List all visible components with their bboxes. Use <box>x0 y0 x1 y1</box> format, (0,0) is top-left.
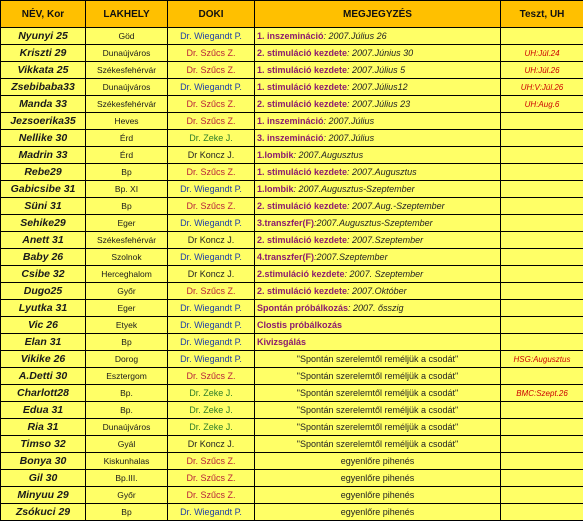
table-row <box>1 419 583 436</box>
event-detail: :2007.Augusztus-Szeptember <box>314 218 433 228</box>
event-detail: : 2007.Október <box>347 286 407 296</box>
cell-name[interactable]: Vikike 26 <box>1 351 86 368</box>
cell-notes[interactable] <box>255 334 501 351</box>
event-label: 3. inszemináció <box>257 133 324 143</box>
cell-place[interactable]: Érd <box>86 147 168 164</box>
event-label: 1.lombik <box>257 150 294 160</box>
note-text: "Spontán szerelemtől reméljük a csodát" <box>257 420 498 435</box>
cell-place[interactable]: Esztergom <box>86 368 168 385</box>
table-row <box>1 266 583 283</box>
event-label: 2. stimuláció kezdete <box>257 48 347 58</box>
event-label: 1. inszemináció <box>257 31 324 41</box>
event-label: 4.transzfer(F) <box>257 252 314 262</box>
cell-name[interactable]: Vic 26 <box>1 317 86 334</box>
event-detail: : 2007.Július <box>324 133 375 143</box>
note-text: "Spontán szerelemtől reméljük a csodát" <box>257 386 498 401</box>
table-row <box>1 113 583 130</box>
cell-test[interactable] <box>501 28 583 45</box>
cell-notes[interactable] <box>255 504 501 521</box>
table-row <box>1 79 583 96</box>
cell-test[interactable] <box>501 419 583 436</box>
cell-test[interactable]: BMC:Szept.26 <box>501 385 583 402</box>
cell-place[interactable]: Gyál <box>86 436 168 453</box>
cell-name[interactable]: Baby 26 <box>1 249 86 266</box>
cell-doctor[interactable]: Dr. Szűcs Z. <box>168 487 255 504</box>
cell-doctor[interactable]: Dr Koncz J. <box>168 232 255 249</box>
table-row <box>1 300 583 317</box>
cell-name[interactable]: Charlott28 <box>1 385 86 402</box>
table-row <box>1 317 583 334</box>
cell-name[interactable]: Elan 31 <box>1 334 86 351</box>
event-detail: : 2007. Szeptember <box>345 269 424 279</box>
cell-name[interactable]: Minyuu 29 <box>1 487 86 504</box>
cell-notes[interactable] <box>255 453 501 470</box>
cell-place[interactable]: Bp. <box>86 402 168 419</box>
cell-test[interactable]: UH:Aug.6 <box>501 96 583 113</box>
cell-place[interactable]: Székesfehérvár <box>86 232 168 249</box>
header-doc[interactable]: DOKI <box>168 1 255 28</box>
cell-notes[interactable] <box>255 436 501 453</box>
cell-doctor[interactable]: Dr. Wiegandt P. <box>168 317 255 334</box>
cell-test[interactable]: HSG:Augusztus <box>501 351 583 368</box>
cell-doctor[interactable]: Dr. Szűcs Z. <box>168 45 255 62</box>
event-label: 2. stimuláció kezdete <box>257 201 347 211</box>
cell-test[interactable] <box>501 215 583 232</box>
cell-place[interactable]: Eger <box>86 215 168 232</box>
cell-doctor[interactable]: Dr Koncz J. <box>168 436 255 453</box>
event-detail: : 2007.Július 5 <box>347 65 405 75</box>
cell-place[interactable]: Szolnok <box>86 249 168 266</box>
cell-notes[interactable] <box>255 368 501 385</box>
cell-place[interactable]: Bp <box>86 198 168 215</box>
cell-doctor[interactable]: Dr. Wiegandt P. <box>168 215 255 232</box>
cell-place[interactable]: Bp. XI <box>86 181 168 198</box>
cell-doctor[interactable]: Dr. Wiegandt P. <box>168 249 255 266</box>
event-label: 1.lombik <box>257 184 294 194</box>
note-text: "Spontán szerelemtől reméljük a csodát" <box>257 369 498 384</box>
event-label: 3.transzfer(F) <box>257 218 314 228</box>
cell-notes[interactable] <box>255 147 501 164</box>
note-text: egyenlőre pihenés <box>257 488 498 503</box>
cell-test[interactable]: UH:V:Júl.26 <box>501 79 583 96</box>
table-row <box>1 28 583 45</box>
note-text: egyenlőre pihenés <box>257 454 498 469</box>
table-row <box>1 368 583 385</box>
cell-notes[interactable] <box>255 300 501 317</box>
note-text: egyenlőre pihenés <box>257 471 498 486</box>
cell-notes[interactable] <box>255 249 501 266</box>
cell-test[interactable]: UH:Júl.26 <box>501 62 583 79</box>
event-detail: : 2007.Július12 <box>347 82 408 92</box>
cell-place[interactable]: Győr <box>86 487 168 504</box>
cell-doctor[interactable]: Dr. Szűcs Z. <box>168 470 255 487</box>
event-label: 2. stimuláció kezdete <box>257 286 347 296</box>
table-row <box>1 334 583 351</box>
table-row <box>1 147 583 164</box>
table-row <box>1 181 583 198</box>
cell-notes[interactable] <box>255 164 501 181</box>
cell-place[interactable]: Dunaújváros <box>86 419 168 436</box>
cell-doctor[interactable]: Dr. Wiegandt P. <box>168 28 255 45</box>
event-detail: : 2007.Július 23 <box>347 99 410 109</box>
cell-test[interactable] <box>501 504 583 521</box>
cell-test[interactable] <box>501 368 583 385</box>
cell-notes[interactable] <box>255 317 501 334</box>
table-row <box>1 164 583 181</box>
event-detail: : 2007.Július <box>324 116 375 126</box>
cell-notes[interactable] <box>255 351 501 368</box>
cell-doctor[interactable]: Dr. Szűcs Z. <box>168 164 255 181</box>
cell-name[interactable]: Madrin 33 <box>1 147 86 164</box>
cell-place[interactable]: Heves <box>86 113 168 130</box>
event-label: Clostis próbálkozás <box>257 320 342 330</box>
cell-doctor[interactable]: Dr. Zeke J. <box>168 385 255 402</box>
cell-notes[interactable] <box>255 385 501 402</box>
cell-test[interactable] <box>501 198 583 215</box>
cell-test[interactable] <box>501 249 583 266</box>
cell-name[interactable]: Edua 31 <box>1 402 86 419</box>
cell-notes[interactable] <box>255 181 501 198</box>
cell-name[interactable]: Sehike29 <box>1 215 86 232</box>
cell-name[interactable]: Jezsoerika35 <box>1 113 86 130</box>
cell-place[interactable]: Székesfehérvár <box>86 62 168 79</box>
cell-doctor[interactable]: Dr. Szűcs Z. <box>168 96 255 113</box>
cell-doctor[interactable]: Dr. Szűcs Z. <box>168 62 255 79</box>
cell-test[interactable]: UH:Júl.24 <box>501 45 583 62</box>
cell-notes[interactable] <box>255 232 501 249</box>
cell-name[interactable]: Rebe29 <box>1 164 86 181</box>
cell-notes[interactable] <box>255 215 501 232</box>
cell-doctor[interactable]: Dr. Szűcs Z. <box>168 453 255 470</box>
cell-name[interactable]: Nellike 30 <box>1 130 86 147</box>
table-row <box>1 198 583 215</box>
cell-place[interactable]: Bp <box>86 504 168 521</box>
cell-doctor[interactable]: Dr. Szűcs Z. <box>168 283 255 300</box>
table-row <box>1 249 583 266</box>
cell-test[interactable] <box>501 113 583 130</box>
cell-place[interactable]: Dorog <box>86 351 168 368</box>
cell-doctor[interactable]: Dr. Zeke J. <box>168 419 255 436</box>
cell-name[interactable]: Anett 31 <box>1 232 86 249</box>
event-detail: : 2007.Június 30 <box>347 48 413 58</box>
cell-notes[interactable] <box>255 487 501 504</box>
cell-notes[interactable] <box>255 419 501 436</box>
cell-doctor[interactable]: Dr. Szűcs Z. <box>168 368 255 385</box>
header-place[interactable]: LAKHELY <box>86 1 168 28</box>
cell-name[interactable]: Zsókuci 29 <box>1 504 86 521</box>
cell-name[interactable]: Gabicsibe 31 <box>1 181 86 198</box>
cell-test[interactable] <box>501 181 583 198</box>
cell-test[interactable] <box>501 300 583 317</box>
cell-place[interactable]: Etyek <box>86 317 168 334</box>
cell-name[interactable]: Timso 32 <box>1 436 86 453</box>
cell-name[interactable]: Kriszti 29 <box>1 45 86 62</box>
event-detail: : 2007. ősszig <box>348 303 404 313</box>
table-row <box>1 62 583 79</box>
header-notes[interactable]: MEGJEGYZÉS <box>255 1 501 28</box>
table-row <box>1 232 583 249</box>
cell-name[interactable]: Vikkata 25 <box>1 62 86 79</box>
header-name[interactable]: NÉV, Kor <box>1 1 86 28</box>
cell-doctor[interactable]: Dr. Szűcs Z. <box>168 198 255 215</box>
event-label: 1. stimuláció kezdete <box>257 65 347 75</box>
cell-doctor[interactable]: Dr Koncz J. <box>168 266 255 283</box>
header-test[interactable]: Teszt, UH <box>501 1 583 28</box>
cell-notes[interactable] <box>255 198 501 215</box>
cell-name[interactable]: Ria 31 <box>1 419 86 436</box>
note-text: egyenlőre pihenés <box>257 505 498 520</box>
event-detail: :2007.Szeptember <box>314 252 388 262</box>
table-row <box>1 504 583 521</box>
table-body <box>1 28 583 521</box>
table-row <box>1 96 583 113</box>
cell-doctor[interactable]: Dr. Szűcs Z. <box>168 113 255 130</box>
cell-place[interactable]: Herceghalom <box>86 266 168 283</box>
cell-notes[interactable] <box>255 130 501 147</box>
cell-notes[interactable] <box>255 283 501 300</box>
cell-test[interactable] <box>501 164 583 181</box>
cell-test[interactable] <box>501 334 583 351</box>
event-label: 1. inszemináció <box>257 116 324 126</box>
cell-doctor[interactable]: Dr. Zeke J. <box>168 130 255 147</box>
note-text: "Spontán szerelemtől reméljük a csodát" <box>257 403 498 418</box>
cell-place[interactable]: Székesfehérvár <box>86 96 168 113</box>
note-text: "Spontán szerelemtől reméljük a csodát" <box>257 437 498 452</box>
cell-notes[interactable] <box>255 113 501 130</box>
cell-place[interactable]: Dunaújváros <box>86 45 168 62</box>
cell-notes[interactable] <box>255 266 501 283</box>
event-detail: : 2007.Augusztus <box>294 150 364 160</box>
note-text: "Spontán szerelemtől reméljük a csodát" <box>257 352 498 367</box>
cell-test[interactable] <box>501 283 583 300</box>
event-detail: : 2007.Július 26 <box>324 31 387 41</box>
event-label: 2. stimuláció kezdete <box>257 99 347 109</box>
table-row <box>1 283 583 300</box>
cell-name[interactable]: Dugo25 <box>1 283 86 300</box>
cell-name[interactable]: Csibe 32 <box>1 266 86 283</box>
cell-name[interactable]: Lyutka 31 <box>1 300 86 317</box>
event-label: 2. stimuláció kezdete <box>257 235 347 245</box>
cell-doctor[interactable]: Dr. Wiegandt P. <box>168 504 255 521</box>
cell-test[interactable] <box>501 436 583 453</box>
cell-place[interactable]: Bp <box>86 334 168 351</box>
table-row <box>1 385 583 402</box>
cell-place[interactable]: Kiskunhalas <box>86 453 168 470</box>
cell-place[interactable]: Érd <box>86 130 168 147</box>
cell-test[interactable] <box>501 130 583 147</box>
cell-notes[interactable] <box>255 96 501 113</box>
cell-place[interactable]: Eger <box>86 300 168 317</box>
header-row <box>1 1 583 28</box>
cell-notes[interactable] <box>255 402 501 419</box>
table-row <box>1 470 583 487</box>
event-label: Kivizsgálás <box>257 337 306 347</box>
cell-name[interactable]: Nyunyi 25 <box>1 28 86 45</box>
event-label: 1. stimuláció kezdete <box>257 82 347 92</box>
cell-place[interactable]: Bp.III. <box>86 470 168 487</box>
table-row <box>1 436 583 453</box>
table-row <box>1 351 583 368</box>
cell-test[interactable] <box>501 487 583 504</box>
cell-place[interactable]: Bp <box>86 164 168 181</box>
cell-test[interactable] <box>501 453 583 470</box>
cell-test[interactable] <box>501 266 583 283</box>
cell-name[interactable]: Bonya 30 <box>1 453 86 470</box>
cell-name[interactable]: Süni 31 <box>1 198 86 215</box>
cell-test[interactable] <box>501 470 583 487</box>
cell-doctor[interactable]: Dr. Wiegandt P. <box>168 79 255 96</box>
cell-doctor[interactable]: Dr. Wiegandt P. <box>168 334 255 351</box>
cell-notes[interactable] <box>255 470 501 487</box>
event-detail: : 2007.Szeptember <box>347 235 423 245</box>
table-row <box>1 453 583 470</box>
cell-doctor[interactable]: Dr. Wiegandt P. <box>168 351 255 368</box>
cell-doctor[interactable]: Dr Koncz J. <box>168 147 255 164</box>
table-row <box>1 402 583 419</box>
cell-name[interactable]: Gil 30 <box>1 470 86 487</box>
event-label: 1. stimuláció kezdete <box>257 167 347 177</box>
cell-doctor[interactable]: Dr. Zeke J. <box>168 402 255 419</box>
cell-doctor[interactable]: Dr. Wiegandt P. <box>168 181 255 198</box>
event-detail: : 2007.Augusztus-Szeptember <box>294 184 415 194</box>
cell-notes[interactable] <box>255 45 501 62</box>
cell-place[interactable]: Göd <box>86 28 168 45</box>
event-label: 2.stimuláció kezdete <box>257 269 345 279</box>
cell-place[interactable]: Győr <box>86 283 168 300</box>
cell-doctor[interactable]: Dr. Wiegandt P. <box>168 300 255 317</box>
cell-notes[interactable] <box>255 28 501 45</box>
cell-test[interactable] <box>501 232 583 249</box>
event-label: Spontán próbálkozás <box>257 303 348 313</box>
cell-notes[interactable] <box>255 79 501 96</box>
cell-test[interactable] <box>501 402 583 419</box>
cell-name[interactable]: Manda 33 <box>1 96 86 113</box>
table-row <box>1 487 583 504</box>
event-detail: : 2007.Aug.-Szeptember <box>347 201 445 211</box>
cell-test[interactable] <box>501 147 583 164</box>
cell-name[interactable]: Zsebibaba33 <box>1 79 86 96</box>
cell-test[interactable] <box>501 317 583 334</box>
table-row <box>1 215 583 232</box>
cell-place[interactable]: Dunaújváros <box>86 79 168 96</box>
cell-place[interactable]: Bp. <box>86 385 168 402</box>
cell-name[interactable]: A.Detti 30 <box>1 368 86 385</box>
cell-notes[interactable] <box>255 62 501 79</box>
table-row <box>1 130 583 147</box>
table-row <box>1 45 583 62</box>
event-detail: : 2007.Augusztus <box>347 167 417 177</box>
